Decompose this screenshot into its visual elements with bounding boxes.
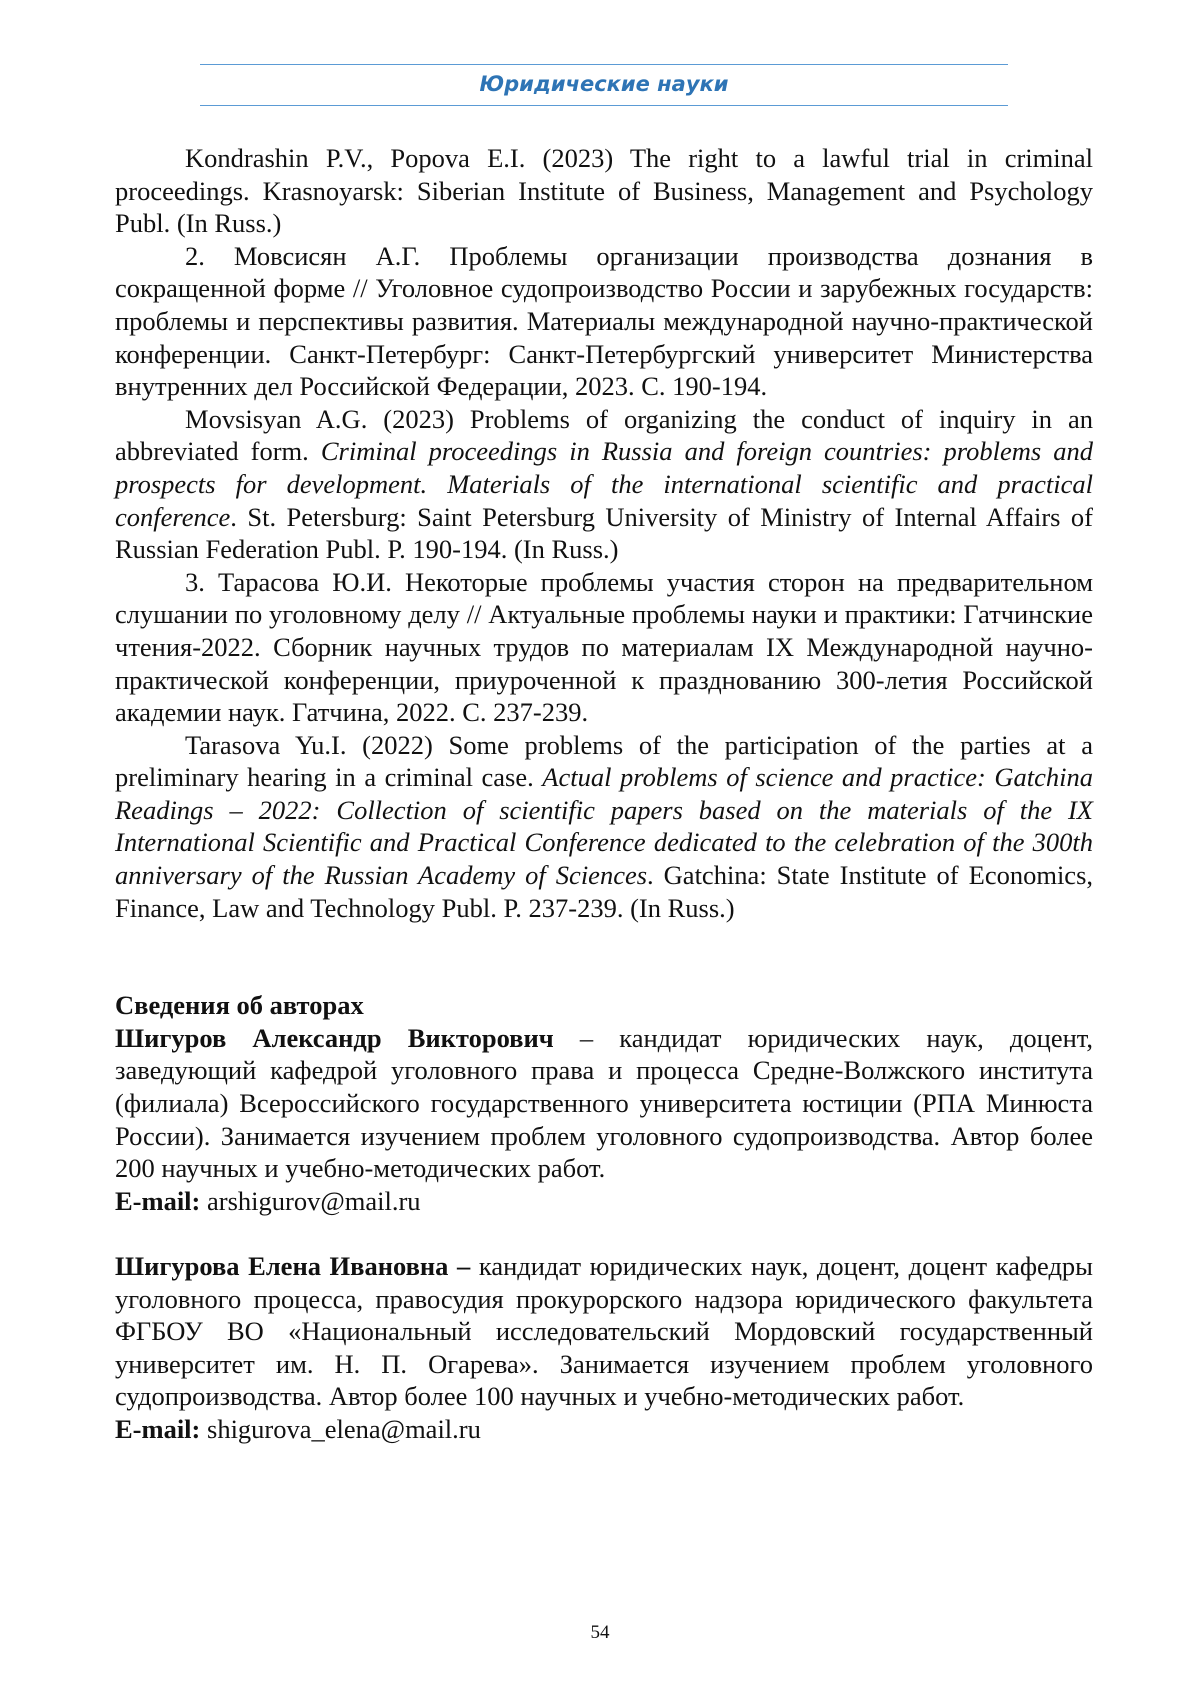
- author-2-email-line: [115, 1413, 1093, 1446]
- authors-heading: Сведения об авторах: [115, 989, 1093, 1022]
- author-1-email-line: [115, 1185, 1093, 1218]
- author-1-description: – кандидат юридических наук, доцент, заведующий кафедрой уголовного права и процесса Средне-Волжского института (филиала) Всероссийского государственного университета юстиции (РПА Минюста России). Занимается изучением проблем уголовного судопроизводства. Автор более 200 научных и учебно-методических работ.: [115, 1023, 1093, 1183]
- reference-2-russian: 2. Мовсисян А.Г. Проблемы организации производства дознания в сокращенной форме // Уголовное судопроизводство России и зарубежных государств: проблемы и перспективы развития. Материалы международной научно-практической конференции. Санкт-Петербург: Санкт-Петербургский университет Министерства внутренних дел Российской Федерации, 2023. С. 190-194.: [115, 240, 1093, 403]
- author-2-email[interactable]: shigurova_elena@mail.ru: [200, 1414, 481, 1444]
- author-1-info: [115, 1022, 1093, 1185]
- reference-2-english-publisher: . St. Petersburg: Saint Petersburg University of Ministry of Internal Affairs of Russian Federation Publ. P. 190-194. (In Russ.): [115, 502, 1093, 565]
- reference-2-english-source: Criminal proceedings in Russia and foreign countries: problems and prospects for development. Materials of the international scientific and practical conference: [115, 436, 1093, 531]
- journal-section-title: Юридические науки: [200, 65, 1008, 103]
- author-2-email-label: E-mail:: [115, 1414, 200, 1444]
- author-1-email-label: E-mail:: [115, 1186, 200, 1216]
- reference-2-english-authors: Movsisyan A.G. (2023) Problems of organizing the conduct of inquiry in an abbreviated form.: [115, 404, 1093, 467]
- reference-3-english-publisher: . Gatchina: State Institute of Economics, Finance, Law and Technology Publ. P. 237-239. (In Russ.): [115, 860, 1093, 923]
- reference-3-russian: 3. Тарасова Ю.И. Некоторые проблемы участия сторон на предварительном слушании по уголовному делу // Актуальные проблемы науки и практики: Гатчинские чтения-2022. Сборник научных трудов по материалам IX Международной научно-практической конференции, приуроченной к празднованию 300-летия Российской академии наук. Гатчина, 2022. С. 237-239.: [115, 566, 1093, 729]
- author-2-description: кандидат юридических наук, доцент, доцент кафедры уголовного процесса, правосудия прокурорского надзора юридического факультета ФГБОУ ВО «Национальный исследовательский Мордовский государственный университет им. Н. П. Огарева». Занимается изучением проблем уголовного судопроизводства. Автор более 100 научных и учебно-методических работ.: [115, 1251, 1093, 1411]
- reference-2-english: [115, 403, 1093, 566]
- author-spacer: [115, 1217, 1093, 1250]
- running-header: [200, 64, 1008, 106]
- author-1-name: Шигуров Александр Викторович: [115, 1023, 554, 1053]
- author-2-info: [115, 1250, 1093, 1413]
- reference-3-english: [115, 729, 1093, 925]
- page-body: [115, 142, 1093, 1446]
- reference-3-english-source: Actual problems of science and practice: Gatchina Readings – 2022: Collection of scientific papers based on the materials of the IX International Scientific and Practical Conference dedicated to the celebration of the 300th anniversary of the Russian Academy of Sciences: [115, 762, 1093, 890]
- page-number: 54: [0, 1622, 1200, 1644]
- reference-1-english: Kondrashin P.V., Popova E.I. (2023) The right to a lawful trial in criminal proceedings. Krasnoyarsk: Siberian Institute of Business, Management and Psychology Publ. (In Russ.): [115, 142, 1093, 240]
- reference-3-english-authors: Tarasova Yu.I. (2022) Some problems of the participation of the parties at a preliminary hearing in a criminal case.: [115, 730, 1093, 793]
- section-spacer: [115, 924, 1093, 989]
- author-1-email[interactable]: arshigurov@mail.ru: [200, 1186, 420, 1216]
- author-2-name: Шигурова Елена Ивановна –: [115, 1251, 470, 1281]
